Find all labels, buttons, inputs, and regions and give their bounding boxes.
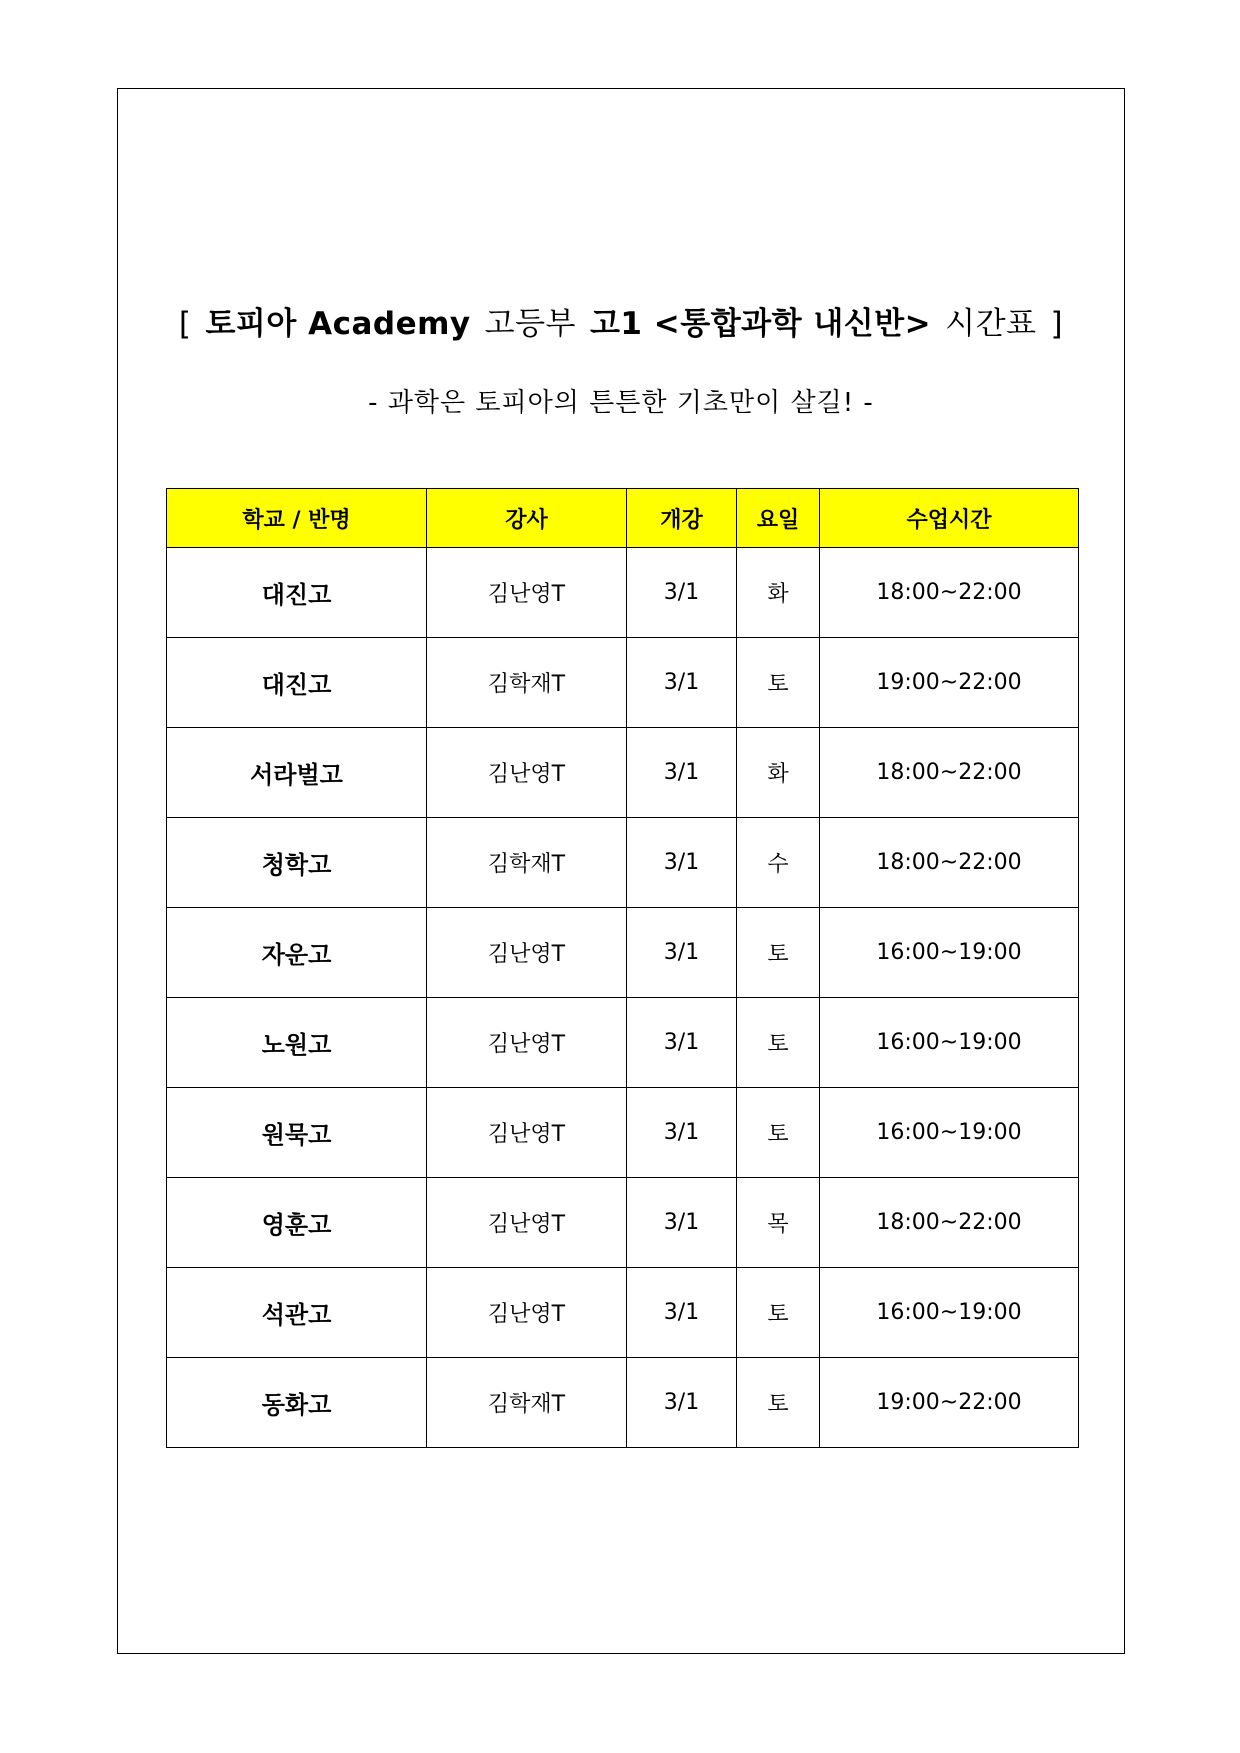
cell-time: 18:00~22:00 <box>820 548 1079 638</box>
cell-teacher: 김난영T <box>427 1088 627 1178</box>
cell-day: 토 <box>737 1268 820 1358</box>
cell-school: 서라벌고 <box>167 728 427 818</box>
cell-start: 3/1 <box>627 548 737 638</box>
cell-school: 청학고 <box>167 818 427 908</box>
cell-day: 수 <box>737 818 820 908</box>
cell-school: 대진고 <box>167 548 427 638</box>
table-row <box>167 548 1079 638</box>
cell-school: 영훈고 <box>167 1178 427 1268</box>
header-start: 개강 <box>627 489 737 548</box>
cell-day: 토 <box>737 1088 820 1178</box>
table-row <box>167 638 1079 728</box>
cell-day: 화 <box>737 728 820 818</box>
cell-teacher: 김난영T <box>427 1268 627 1358</box>
cell-day: 토 <box>737 908 820 998</box>
cell-start: 3/1 <box>627 998 737 1088</box>
cell-start: 3/1 <box>627 638 737 728</box>
table-row <box>167 1268 1079 1358</box>
cell-time: 16:00~19:00 <box>820 1088 1079 1178</box>
cell-day: 토 <box>737 1358 820 1448</box>
header-day: 요일 <box>737 489 820 548</box>
cell-school: 원묵고 <box>167 1088 427 1178</box>
cell-start: 3/1 <box>627 728 737 818</box>
cell-teacher: 김학재T <box>427 638 627 728</box>
title-course: 고1 <통합과학 내신반> <box>589 306 932 342</box>
cell-time: 16:00~19:00 <box>820 908 1079 998</box>
cell-school: 석관고 <box>167 1268 427 1358</box>
cell-start: 3/1 <box>627 1358 737 1448</box>
cell-school: 대진고 <box>167 638 427 728</box>
header-teacher: 강사 <box>427 489 627 548</box>
cell-start: 3/1 <box>627 1268 737 1358</box>
table-row <box>167 1178 1079 1268</box>
cell-school: 동화고 <box>167 1358 427 1448</box>
cell-start: 3/1 <box>627 818 737 908</box>
title-brand: 토피아 Academy <box>205 306 471 342</box>
cell-time: 18:00~22:00 <box>820 1178 1079 1268</box>
cell-start: 3/1 <box>627 1178 737 1268</box>
cell-time: 18:00~22:00 <box>820 728 1079 818</box>
cell-day: 화 <box>737 548 820 638</box>
cell-teacher: 김난영T <box>427 728 627 818</box>
cell-teacher: 김난영T <box>427 998 627 1088</box>
cell-school: 자운고 <box>167 908 427 998</box>
cell-teacher: 김난영T <box>427 548 627 638</box>
cell-time: 16:00~19:00 <box>820 1268 1079 1358</box>
cell-day: 토 <box>737 638 820 728</box>
table-row <box>167 1358 1079 1448</box>
cell-day: 토 <box>737 998 820 1088</box>
cell-start: 3/1 <box>627 1088 737 1178</box>
cell-teacher: 김학재T <box>427 818 627 908</box>
header-school: 학교 / 반명 <box>167 489 427 548</box>
title-suffix: 시간표 <box>945 306 1037 342</box>
cell-time: 19:00~22:00 <box>820 1358 1079 1448</box>
cell-time: 16:00~19:00 <box>820 998 1079 1088</box>
cell-teacher: 김학재T <box>427 1358 627 1448</box>
cell-school: 노원고 <box>167 998 427 1088</box>
title-bracket-open: [ <box>178 306 192 342</box>
table-row <box>167 908 1079 998</box>
schedule-table <box>166 488 1079 1448</box>
table-row <box>167 818 1079 908</box>
cell-start: 3/1 <box>627 908 737 998</box>
cell-time: 18:00~22:00 <box>820 818 1079 908</box>
table-header-row <box>167 489 1079 548</box>
header-time: 수업시간 <box>820 489 1079 548</box>
table-row <box>167 1088 1079 1178</box>
cell-teacher: 김난영T <box>427 1178 627 1268</box>
page-subtitle: - 과학은 토피아의 튼튼한 기초만이 살길! - <box>368 388 874 418</box>
title-division: 고등부 <box>484 306 576 342</box>
cell-teacher: 김난영T <box>427 908 627 998</box>
title-bracket-close: ] <box>1050 306 1064 342</box>
page-title <box>117 298 1125 343</box>
cell-time: 19:00~22:00 <box>820 638 1079 728</box>
cell-day: 목 <box>737 1178 820 1268</box>
table-row <box>167 998 1079 1088</box>
table-row <box>167 728 1079 818</box>
